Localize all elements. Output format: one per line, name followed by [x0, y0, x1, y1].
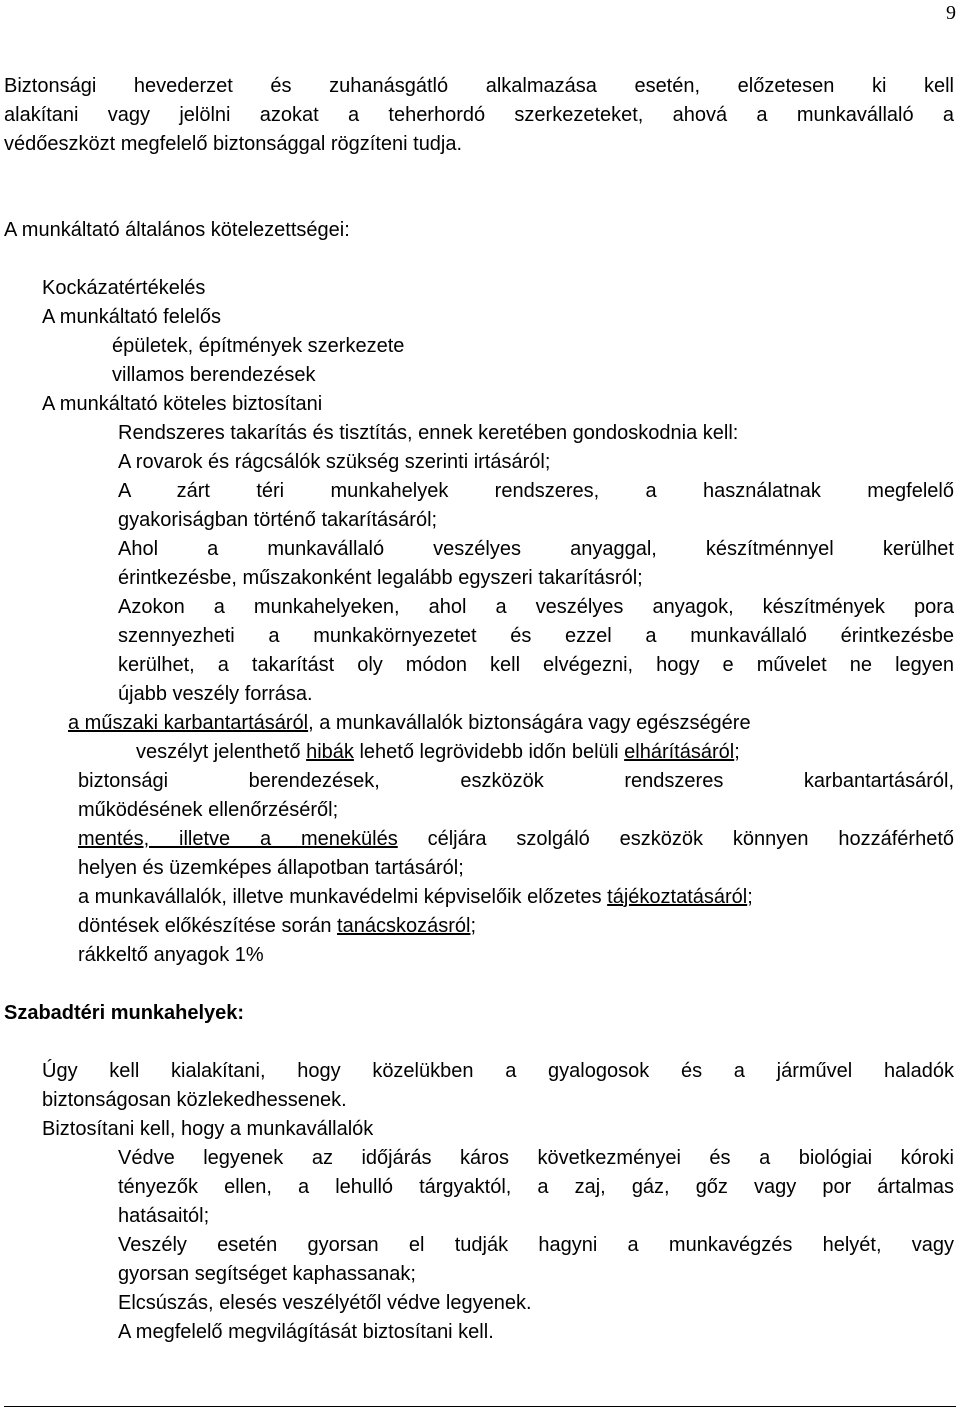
text-segment: Kockázatértékelés: [42, 277, 206, 299]
text-line: [42, 392, 322, 416]
text-segment: biztonságosan közlekedhessenek.: [42, 1089, 347, 1111]
text-segment: Biztonsági hevederzet és zuhanásgátló alkalmazása esetén, előzetesen ki kell: [4, 75, 954, 97]
text-segment: rákkeltő anyagok 1%: [78, 944, 264, 966]
text-line: [4, 74, 954, 98]
text-segment: szennyezheti a munkakörnyezetet és ezzel a munkavállaló érintkezésbe: [118, 625, 954, 647]
text-segment: Úgy kell kialakítani, hogy közelükben a gyalogosok és a járművel haladók: [42, 1060, 954, 1082]
text-line: [118, 1320, 494, 1344]
underlined-text: a műszaki karbantartásáról: [68, 712, 309, 734]
text-line: [118, 479, 954, 503]
text-line: [42, 1088, 347, 1112]
text-segment: Ahol a munkavállaló veszélyes anyaggal, készítménnyel kerülhet: [118, 538, 954, 560]
text-segment: gyorsan segítséget kaphassanak;: [118, 1263, 416, 1285]
text-line: [118, 653, 954, 677]
text-line: [118, 508, 437, 532]
underlined-text: tájékoztatásáról: [607, 886, 748, 908]
text-line: [118, 682, 313, 706]
text-line: [118, 537, 954, 561]
text-segment: Rendszeres takarítás és tisztítás, ennek keretében gondoskodnia kell:: [118, 422, 739, 444]
text-line: [4, 218, 350, 242]
text-segment: biztonsági berendezések, eszközök rendszeres karbantartásáról,: [78, 770, 954, 792]
text-line: [68, 711, 751, 735]
text-segment: A zárt téri munkahelyek rendszeres, a használatnak megfelelő: [118, 480, 954, 502]
underlined-text: tanácskozásról: [337, 915, 471, 937]
text-line: [78, 769, 954, 793]
text-segment: Azokon a munkahelyeken, ahol a veszélyes anyagok, készítmények pora: [118, 596, 954, 618]
underlined-text: hibák: [306, 741, 354, 763]
text-line: [118, 1146, 954, 1170]
text-segment: hatásaitól;: [118, 1205, 210, 1227]
text-line: [78, 943, 264, 967]
text-line: [118, 624, 954, 648]
section-heading: [4, 1001, 244, 1025]
text-line: [42, 276, 205, 300]
text-segment: döntések előkészítése során: [78, 915, 338, 937]
text-segment: lehető legrövidebb időn belüli: [353, 741, 625, 763]
text-segment: céljára szolgáló eszközök könnyen hozzáférhető: [397, 828, 954, 850]
text-segment: újabb veszély forrása.: [118, 683, 313, 705]
text-line: [118, 1291, 532, 1315]
text-segment: A munkáltató felelős: [42, 306, 221, 328]
underlined-text: mentés, illetve a menekülés: [78, 828, 398, 850]
text-segment: Elcsúszás, elesés veszélyétől védve legyenek.: [118, 1292, 532, 1314]
text-line: [118, 421, 738, 445]
text-segment: A munkáltató köteles biztosítani: [42, 393, 323, 415]
text-segment: kerülhet, a takarítást oly módon kell elvégezni, hogy e művelet ne legyen: [118, 654, 954, 676]
underlined-text: elhárításáról: [624, 741, 735, 763]
text-line: [118, 1262, 416, 1286]
text-segment: ;: [734, 741, 740, 763]
text-line: [78, 856, 464, 880]
text-line: [78, 827, 954, 851]
page-number: 9: [946, 2, 956, 24]
text-line: [4, 103, 954, 127]
text-segment: , a munkavállalók biztonságára vagy egészségére: [308, 712, 751, 734]
text-segment: Szabadtéri munkahelyek:: [4, 1002, 245, 1024]
text-segment: A munkáltató általános kötelezettségei: [4, 219, 345, 241]
text-segment: Biztosítani kell, hogy a munkavállalók: [42, 1118, 374, 1140]
text-segment: villamos berendezések: [112, 364, 316, 386]
text-segment: helyen és üzemképes állapotban tartásáról;: [78, 857, 464, 879]
text-segment: épületek, építmények szerkezete: [112, 335, 405, 357]
text-segment: ;: [747, 886, 753, 908]
text-segment: A megfelelő megvilágítását biztosítani kell.: [118, 1321, 494, 1343]
text-line: [42, 1059, 954, 1083]
text-line: [118, 595, 954, 619]
text-line: [112, 334, 404, 358]
text-line: [78, 798, 338, 822]
text-segment: ;: [470, 915, 477, 937]
text-segment: :: [344, 219, 350, 241]
text-segment: Veszély esetén gyorsan el tudják hagyni a munkavégzés helyét, vagy: [118, 1234, 954, 1256]
text-segment: védőeszközt megfelelő biztonsággal rögzíteni tudja.: [4, 133, 463, 155]
text-line: [118, 1204, 209, 1228]
text-segment: A rovarok és rágcsálók szükség szerinti irtásáról;: [118, 451, 551, 473]
text-segment: gyakoriságban történő takarításáról;: [118, 509, 438, 531]
text-segment: a munkavállalók, illetve munkavédelmi képviselőik előzetes: [78, 886, 608, 908]
text-segment: érintkezésbe, műszakonként legalább egyszeri takarításról;: [118, 567, 643, 589]
text-line: [112, 363, 315, 387]
text-segment: működésének ellenőrzéséről;: [78, 799, 339, 821]
text-segment: tényezők ellen, a lehulló tárgyaktól, a zaj, gáz, gőz vagy por ártalmas: [118, 1176, 954, 1198]
text-line: [118, 566, 643, 590]
text-line: [118, 1175, 954, 1199]
text-line: [118, 1233, 954, 1257]
text-line: [4, 132, 462, 156]
text-segment: Védve legyenek az időjárás káros következményei és a biológiai kóroki: [118, 1147, 954, 1169]
text-line: [78, 885, 753, 909]
text-segment: alakítani vagy jelölni azokat a teherhordó szerkezeteket, ahová a munkavállaló a: [4, 104, 954, 126]
footer-rule: [4, 1406, 956, 1407]
text-line: [118, 450, 550, 474]
text-segment: veszélyt jelenthető: [136, 741, 307, 763]
text-line: [42, 305, 221, 329]
text-line: [78, 914, 476, 938]
text-line: [136, 740, 740, 764]
text-line: [42, 1117, 373, 1141]
